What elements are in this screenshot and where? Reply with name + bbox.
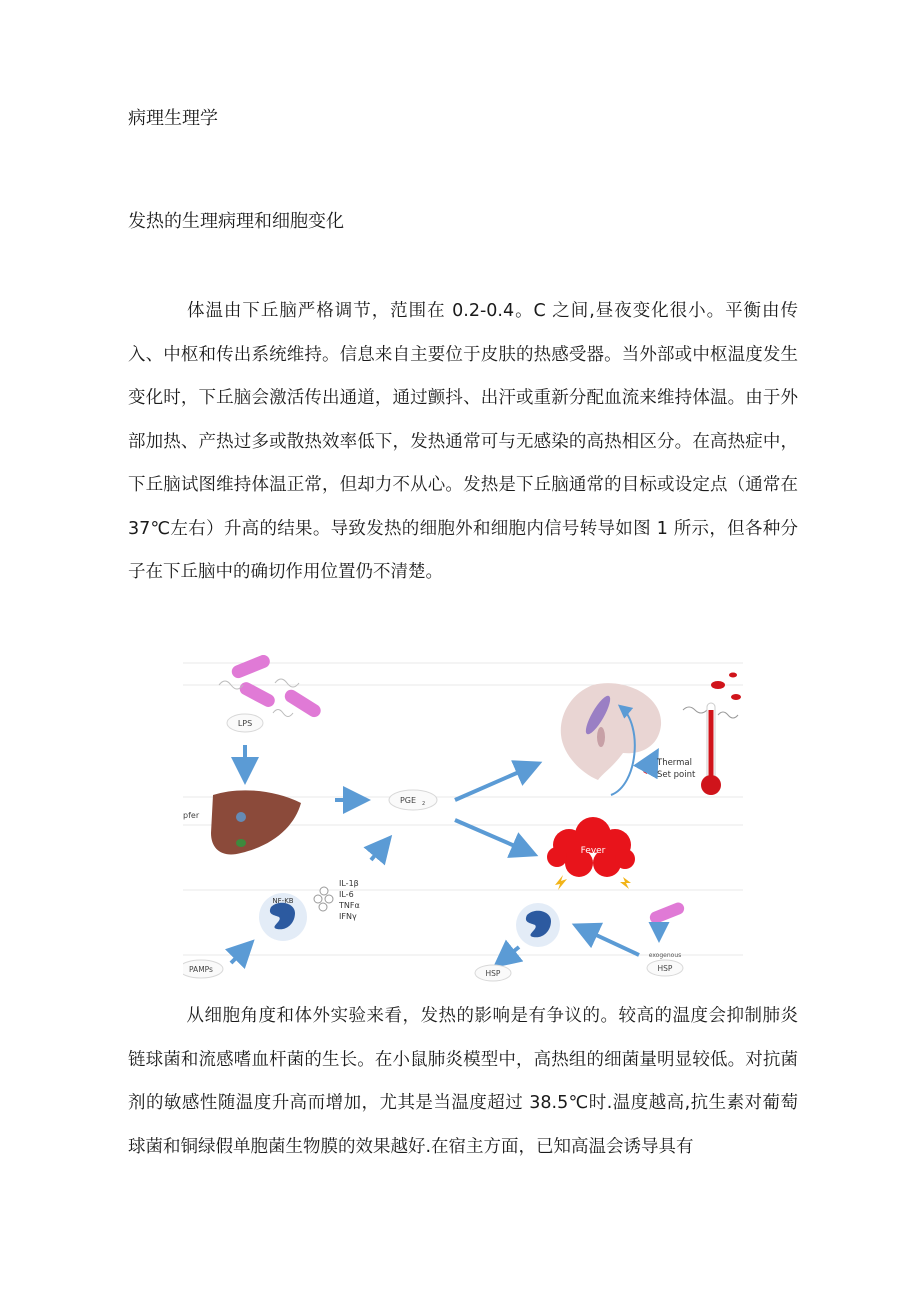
hsp-label: HSP bbox=[485, 969, 501, 978]
nfkb-label: NF-KB bbox=[272, 897, 294, 905]
cytokine-label: IL-6 bbox=[339, 890, 354, 899]
fever-label: Fever bbox=[580, 846, 606, 856]
pamps-label: PAMPs bbox=[189, 965, 213, 974]
paragraph-2 bbox=[128, 995, 798, 1169]
cytokine-label: IL-1β bbox=[339, 879, 359, 888]
figure-1-fever-pathway bbox=[183, 655, 743, 985]
pge2-label: PGE bbox=[399, 796, 417, 805]
subject-heading: 病理生理学 bbox=[128, 108, 218, 129]
immune-cell-icon bbox=[516, 903, 560, 947]
paragraph-1 bbox=[128, 290, 798, 595]
exogenous-label: exogenous bbox=[648, 952, 682, 959]
paragraph-2-text: 从细胞角度和体外实验来看，发热的影响是有争议的。较高的温度会抑制肺炎链球菌和流感嗜血杆菌的生长。在小鼠肺炎模型中，高热组的细菌量明显较低。对抗菌剂的敏感性随温度升高而增加，尤其是当温度超过 38.5℃时.温度越高,抗生素对葡萄球菌和铜绿假单胞菌生物膜的效果越好.在宿主方面，已知高温会诱导具有 bbox=[128, 1006, 798, 1157]
cytokine-label: TNFα bbox=[339, 901, 360, 910]
exo-hsp-label: HSP bbox=[657, 964, 673, 973]
article-title: 发热的生理病理和细胞变化 bbox=[128, 211, 344, 232]
kupffer-cell-icon bbox=[236, 812, 246, 822]
lps-label: LPS bbox=[237, 719, 253, 728]
gallbladder-icon bbox=[236, 839, 246, 847]
pge2-subscript: 2 bbox=[422, 801, 426, 807]
thermal-label-line2: Set point bbox=[657, 770, 696, 780]
kupffer-label: pfer bbox=[183, 811, 200, 820]
thermal-label-line1: Thermal bbox=[657, 758, 693, 768]
paragraph-1-text: 体温由下丘脑严格调节，范围在 0.2-0.4。C 之间,昼夜变化很小。平衡由传入、中枢和传出系统维持。信息来自主要位于皮肤的热感受器。当外部或中枢温度发生变化时，下丘脑会激活传出通道，通过颤抖、出汗或重新分配血流来维持体温。由于外部加热、产热过多或散热效率低下，发热通常可与无感染的高热相区分。在高热症中，下丘脑试图维持体温正常，但却力不从心。发热是下丘脑通常的目标或设定点（通常在 37℃左右）升高的结果。导致发热的细胞外和细胞内信号转导如图 1 所示，但各种分子在下丘脑中的确切作用位置仍不清楚。 bbox=[128, 301, 798, 582]
cytokine-label: IFNγ bbox=[339, 912, 357, 921]
